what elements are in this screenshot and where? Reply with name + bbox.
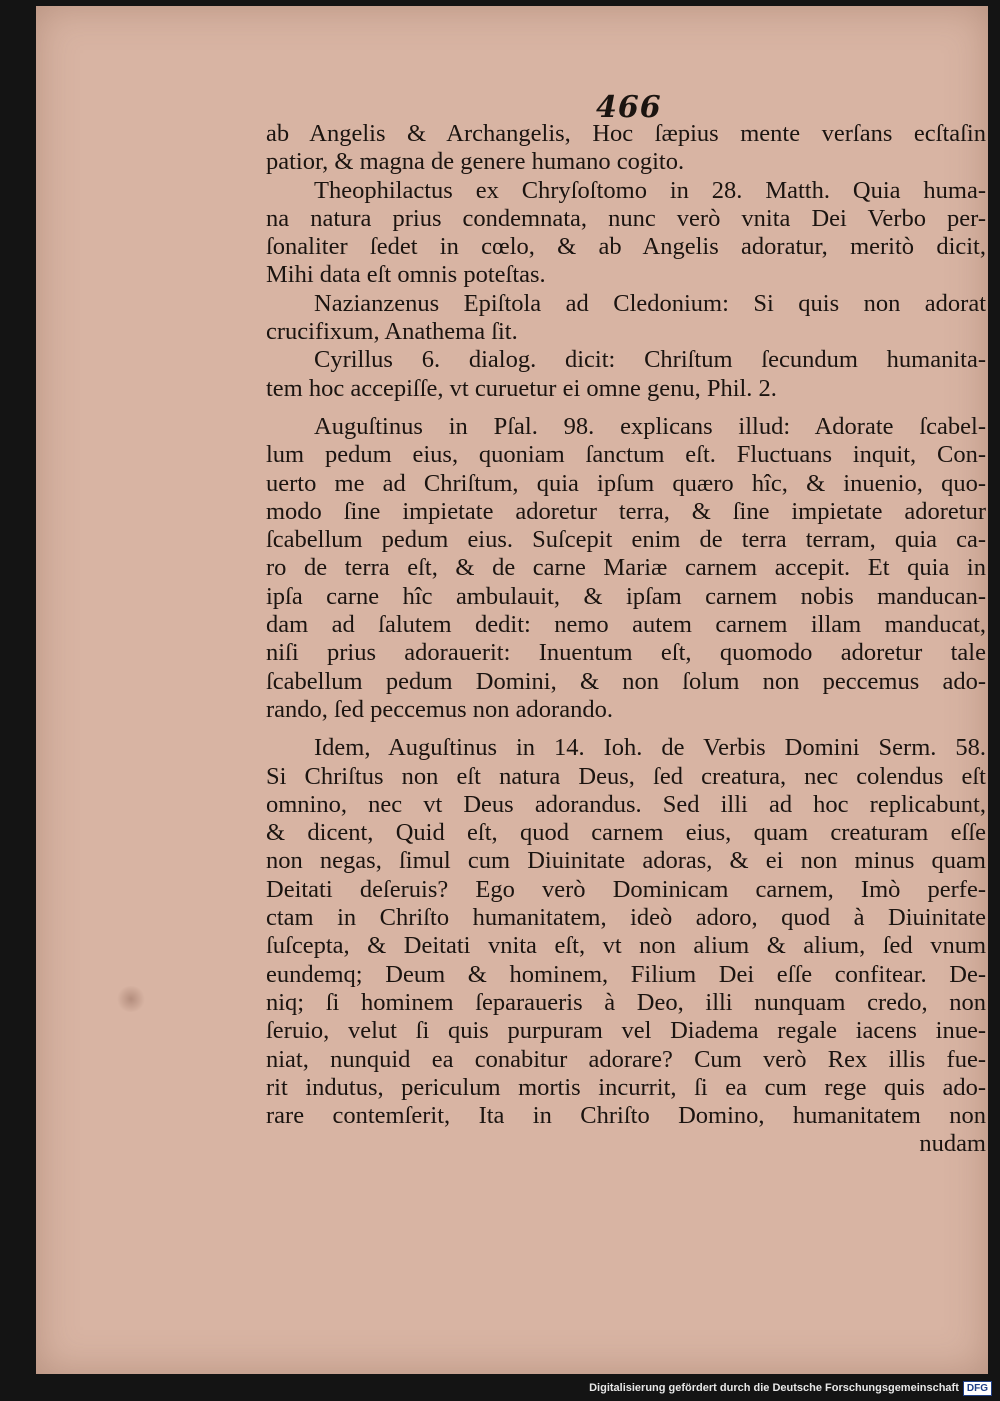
text-line: nudam: [919, 1130, 986, 1158]
text-line: & dicent, Quid eſt, quod carnem eius, quam creaturam eſſe: [266, 819, 986, 847]
text-line: rando, ſed peccemus non adorando.: [266, 695, 613, 723]
text-line: ab Angelis & Archangelis, Hoc ſæpius mente verſans ecſtaſin: [266, 120, 986, 147]
text-line: Cyrillus 6. dialog. dicit: Chriſtum ſecundum humanita-: [314, 346, 986, 374]
text-line: Nazianzenus Epiſtola ad Cledonium: Si quis non adorat: [314, 289, 986, 317]
book-page: [36, 6, 988, 1374]
text-line: eundemq; Deum & hominem, Filium Dei eſſe confitear. De-: [266, 960, 986, 988]
text-line: ſcabellum pedum Domini, & non ſolum non peccemus ado-: [266, 667, 986, 695]
text-line: crucifixum, Anathema ſit.: [266, 318, 518, 346]
text-line: rare contemſerit, Ita in Chriſto Domino, humanitatem non: [266, 1102, 986, 1130]
paragraph-gap: [266, 403, 986, 413]
paper-stain: [116, 986, 146, 1012]
text-line: ſonaliter ſedet in cœlo, & ab Angelis adoratur, meritò dicit,: [266, 233, 986, 261]
text-line: Idem, Auguſtinus in 14. Ioh. de Verbis Domini Serm. 58.: [314, 734, 986, 762]
text-line: lum pedum eius, quoniam ſanctum eſt. Fluctuans inquit, Con-: [266, 441, 986, 469]
text-line: tem hoc accepiſſe, vt curuetur ei omne genu, Phil. 2.: [266, 374, 777, 402]
text-line: dam ad ſalutem dedit: nemo autem carnem illam manducat,: [266, 611, 986, 639]
page-text: [266, 120, 986, 1159]
text-line: niq; ſi hominem ſeparaueris à Deo, illi nunquam credo, non: [266, 988, 986, 1016]
text-line: Deitati deſeruis? Ego verò Dominicam carnem, Imò perfe-: [266, 875, 986, 903]
text-line: patior, & magna de genere humano cogito.: [266, 148, 685, 176]
text-line: non negas, ſimul cum Diuinitate adoras, & ei non minus quam: [266, 847, 986, 875]
dfg-logo: DFG: [963, 1381, 992, 1396]
text-line: modo ſine impietate adoretur terra, & ſine impietate adoretur: [266, 497, 986, 525]
page-number: 466: [596, 90, 662, 125]
text-line: ro de terra eſt, & de carne Mariæ carnem accepit. Et quia in: [266, 554, 986, 582]
text-line: omnino, nec vt Deus adorandus. Sed illi ad hoc replicabunt,: [266, 790, 986, 818]
text-line: ctam in Chriſto humanitatem, ideò adoro, quod à Diuinitate: [266, 904, 986, 932]
digitization-credit: [589, 1379, 992, 1397]
text-line: Auguſtinus in Pſal. 98. explicans illud: Adorate ſcabel-: [314, 412, 986, 440]
text-line: rit indutus, periculum mortis incurrit, ſi ea cum rege quis ado-: [266, 1073, 986, 1101]
text-line: Theophilactus ex Chryſoſtomo in 28. Matth. Quia huma-: [314, 176, 986, 204]
text-line: ſcabellum pedum eius. Suſcepit enim de terra terram, quia ca-: [266, 526, 986, 554]
text-line: Si Chriſtus non eſt natura Deus, ſed creatura, nec colendus eſt: [266, 762, 986, 790]
text-line: na natura prius condemnata, nunc verò vnita Dei Verbo per-: [266, 204, 986, 232]
text-line: Mihi data eſt omnis poteſtas.: [266, 261, 546, 289]
text-line: uerto me ad Chriſtum, quia ipſum quæro hîc, & inuenio, quo-: [266, 469, 986, 497]
paragraph-gap: [266, 724, 986, 734]
text-line: niat, nunquid ea conabitur adorare? Cum verò Rex illis fue-: [266, 1045, 986, 1073]
credit-text: Digitalisierung gefördert durch die Deutsche Forschungsgemeinschaft: [589, 1382, 959, 1394]
text-line: niſi prius adorauerit: Inuentum eſt, quomodo adoretur tale: [266, 639, 986, 667]
text-line: ſuſcepta, & Deitati vnita eſt, vt non alium & alium, ſed vnum: [266, 932, 986, 960]
text-line: ſeruio, velut ſi quis purpuram vel Diadema regale iacens inue-: [266, 1017, 986, 1045]
text-line: ipſa carne hîc ambulauit, & ipſam carnem nobis manducan-: [266, 582, 986, 610]
